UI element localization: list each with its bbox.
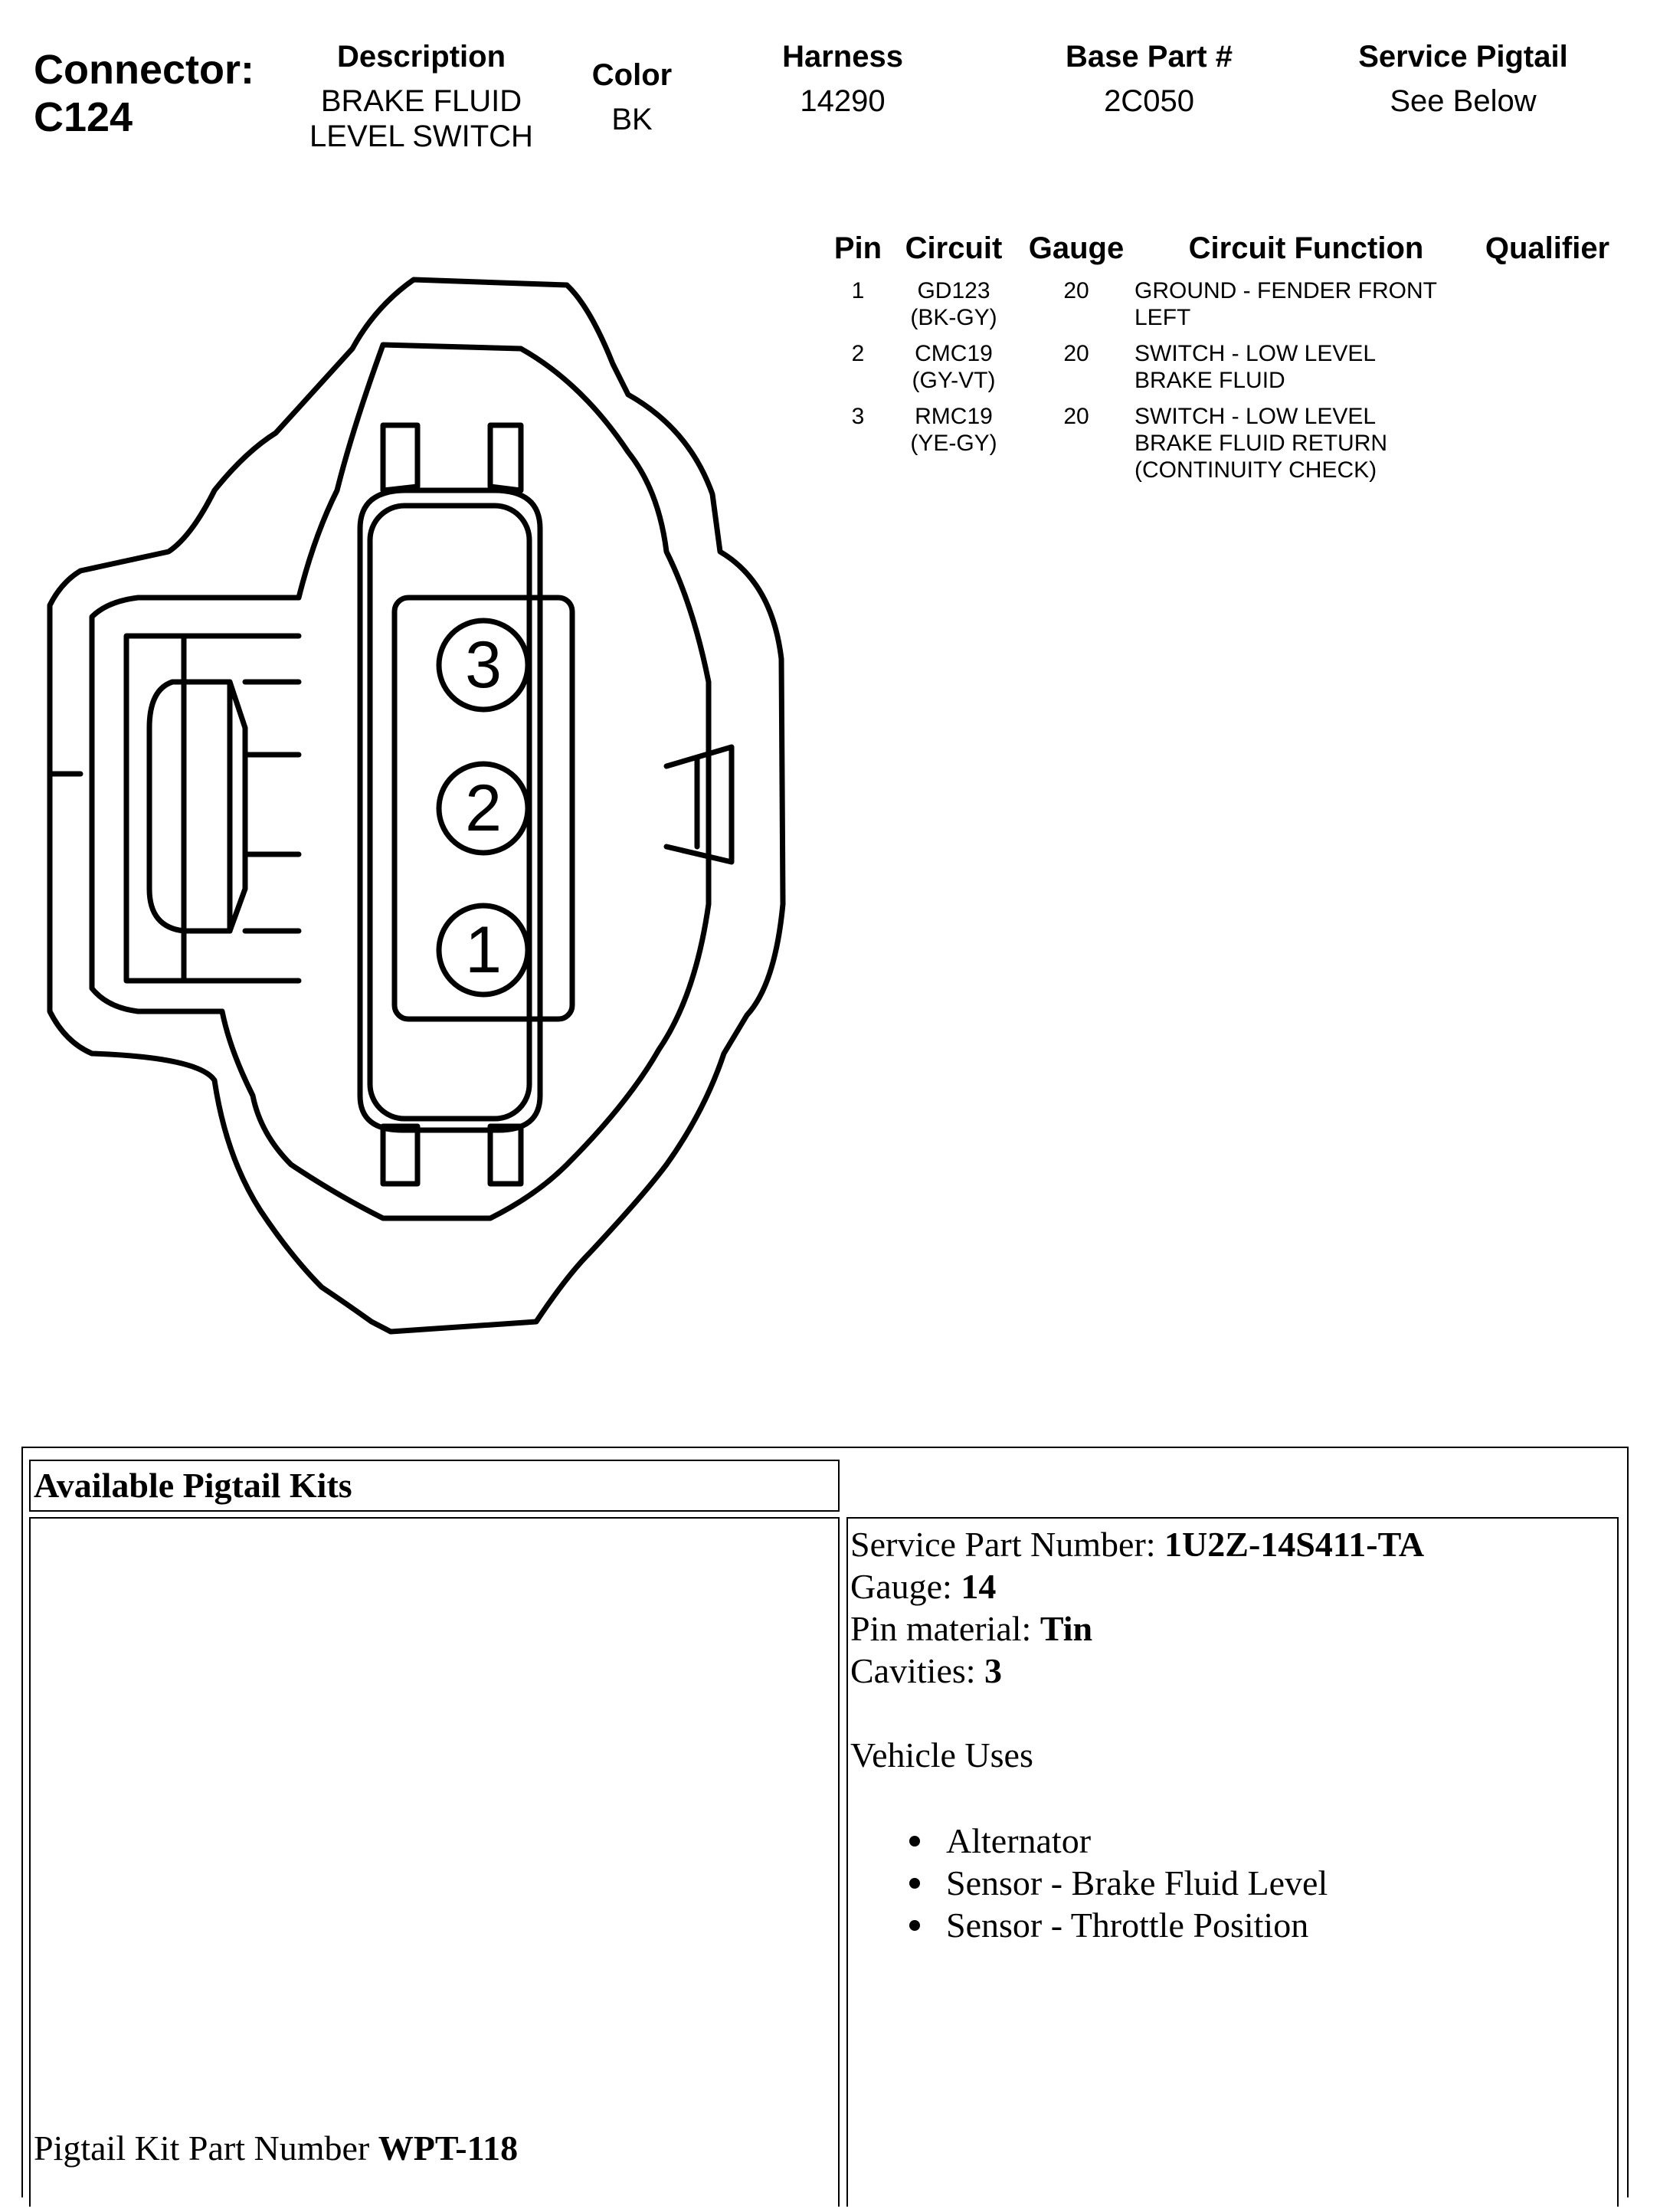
circuit-id: CMC19	[915, 341, 993, 366]
function-cell	[1134, 340, 1472, 394]
circuit-color: (YE-GY)	[910, 431, 997, 456]
vehicle-uses-heading: Vehicle Uses	[850, 1735, 1033, 1775]
circuit-header: Circuit	[905, 231, 1003, 265]
circuit-color: (GY-VT)	[912, 368, 996, 393]
circuit-id: RMC19	[915, 404, 993, 429]
service-pigtail-column	[1318, 40, 1609, 119]
base-part-column	[1034, 40, 1264, 119]
function-line: SWITCH - LOW LEVEL	[1134, 404, 1377, 429]
description-header: Description	[336, 40, 506, 74]
color-header: Color	[591, 58, 673, 92]
function-line: SWITCH - LOW LEVEL	[1134, 341, 1377, 366]
pin-header: Pin	[833, 231, 882, 265]
function-line: (CONTINUITY CHECK)	[1134, 457, 1377, 483]
pin-label: 1	[465, 913, 502, 987]
function-line: LEFT	[1134, 305, 1191, 330]
gauge-header: Gauge	[1028, 231, 1125, 265]
base-part-value: 2C050	[1104, 84, 1194, 118]
bullet-icon	[909, 1920, 920, 1931]
service-pigtail-header: Service Pigtail	[1358, 40, 1568, 74]
connector-label: Connector:	[34, 47, 254, 93]
gauge-label: Gauge:	[850, 1567, 961, 1606]
function-line: BRAKE FLUID	[1134, 368, 1285, 393]
connector-id: C124	[34, 94, 133, 140]
cavities-value: 3	[984, 1651, 1003, 1690]
circuit-cell	[892, 340, 1015, 394]
cavities-label: Cavities:	[850, 1651, 985, 1690]
circuit-id: GD123	[917, 278, 990, 303]
harness-value: 14290	[800, 84, 886, 118]
qualifier-header: Qualifier	[1485, 231, 1610, 265]
gauge-row	[850, 1565, 1609, 1607]
function-header: Circuit Function	[1188, 231, 1424, 265]
circuit-color: (BK-GY)	[910, 305, 997, 330]
list-item-text: Sensor - Throttle Position	[946, 1906, 1309, 1945]
function-cell	[1134, 403, 1472, 483]
pin-number: 3	[851, 404, 865, 429]
service-part-label: Service Part Number:	[850, 1525, 1165, 1564]
kit-part-label: Pigtail Kit Part Number	[34, 2128, 378, 2168]
description-line-2: LEVEL SWITCH	[309, 120, 533, 153]
description-line-1: BRAKE FLUID	[320, 84, 522, 118]
list-item-text: Sensor - Brake Fluid Level	[946, 1863, 1328, 1902]
list-item	[946, 1820, 1609, 1862]
kit-part-value: WPT-118	[378, 2128, 519, 2168]
list-item	[946, 1904, 1609, 1946]
vehicle-uses-list	[946, 1820, 1609, 1946]
pin-label: 2	[465, 772, 502, 845]
pin-label: 3	[465, 628, 502, 702]
kit-image-cell	[29, 1517, 840, 2207]
kit-info	[850, 1523, 1609, 1946]
function-line: BRAKE FLUID RETURN	[1134, 431, 1388, 456]
circuit-cell	[892, 403, 1015, 457]
service-part-row	[850, 1523, 1609, 1565]
pin-cavities	[0, 0, 843, 1379]
gauge-cell: 20	[1063, 341, 1089, 366]
bullet-icon	[909, 1836, 920, 1847]
kit-part-number	[34, 2127, 518, 2169]
pin-material-value: Tin	[1040, 1609, 1093, 1648]
service-pigtail-value: See Below	[1390, 84, 1537, 118]
service-part-value: 1U2Z-14S411-TA	[1164, 1525, 1425, 1564]
gauge-cell: 20	[1063, 404, 1089, 429]
cavities-row	[850, 1650, 1609, 1692]
harness-header: Harness	[782, 40, 903, 74]
pin-material-row	[850, 1607, 1609, 1650]
list-item-text: Alternator	[946, 1821, 1092, 1860]
bullet-icon	[909, 1878, 920, 1889]
base-part-header: Base Part #	[1066, 40, 1233, 74]
pin-material-label: Pin material:	[850, 1609, 1040, 1648]
kits-title: Available Pigtail Kits	[34, 1466, 352, 1505]
pin-number: 1	[851, 278, 865, 303]
gauge-cell: 20	[1063, 278, 1089, 303]
circuit-cell	[892, 277, 1015, 331]
color-value: BK	[611, 103, 653, 136]
function-line: GROUND - FENDER FRONT	[1134, 278, 1437, 303]
gauge-value: 14	[961, 1567, 997, 1606]
pin-number: 2	[851, 341, 865, 366]
function-cell	[1134, 277, 1472, 331]
list-item	[946, 1862, 1609, 1904]
